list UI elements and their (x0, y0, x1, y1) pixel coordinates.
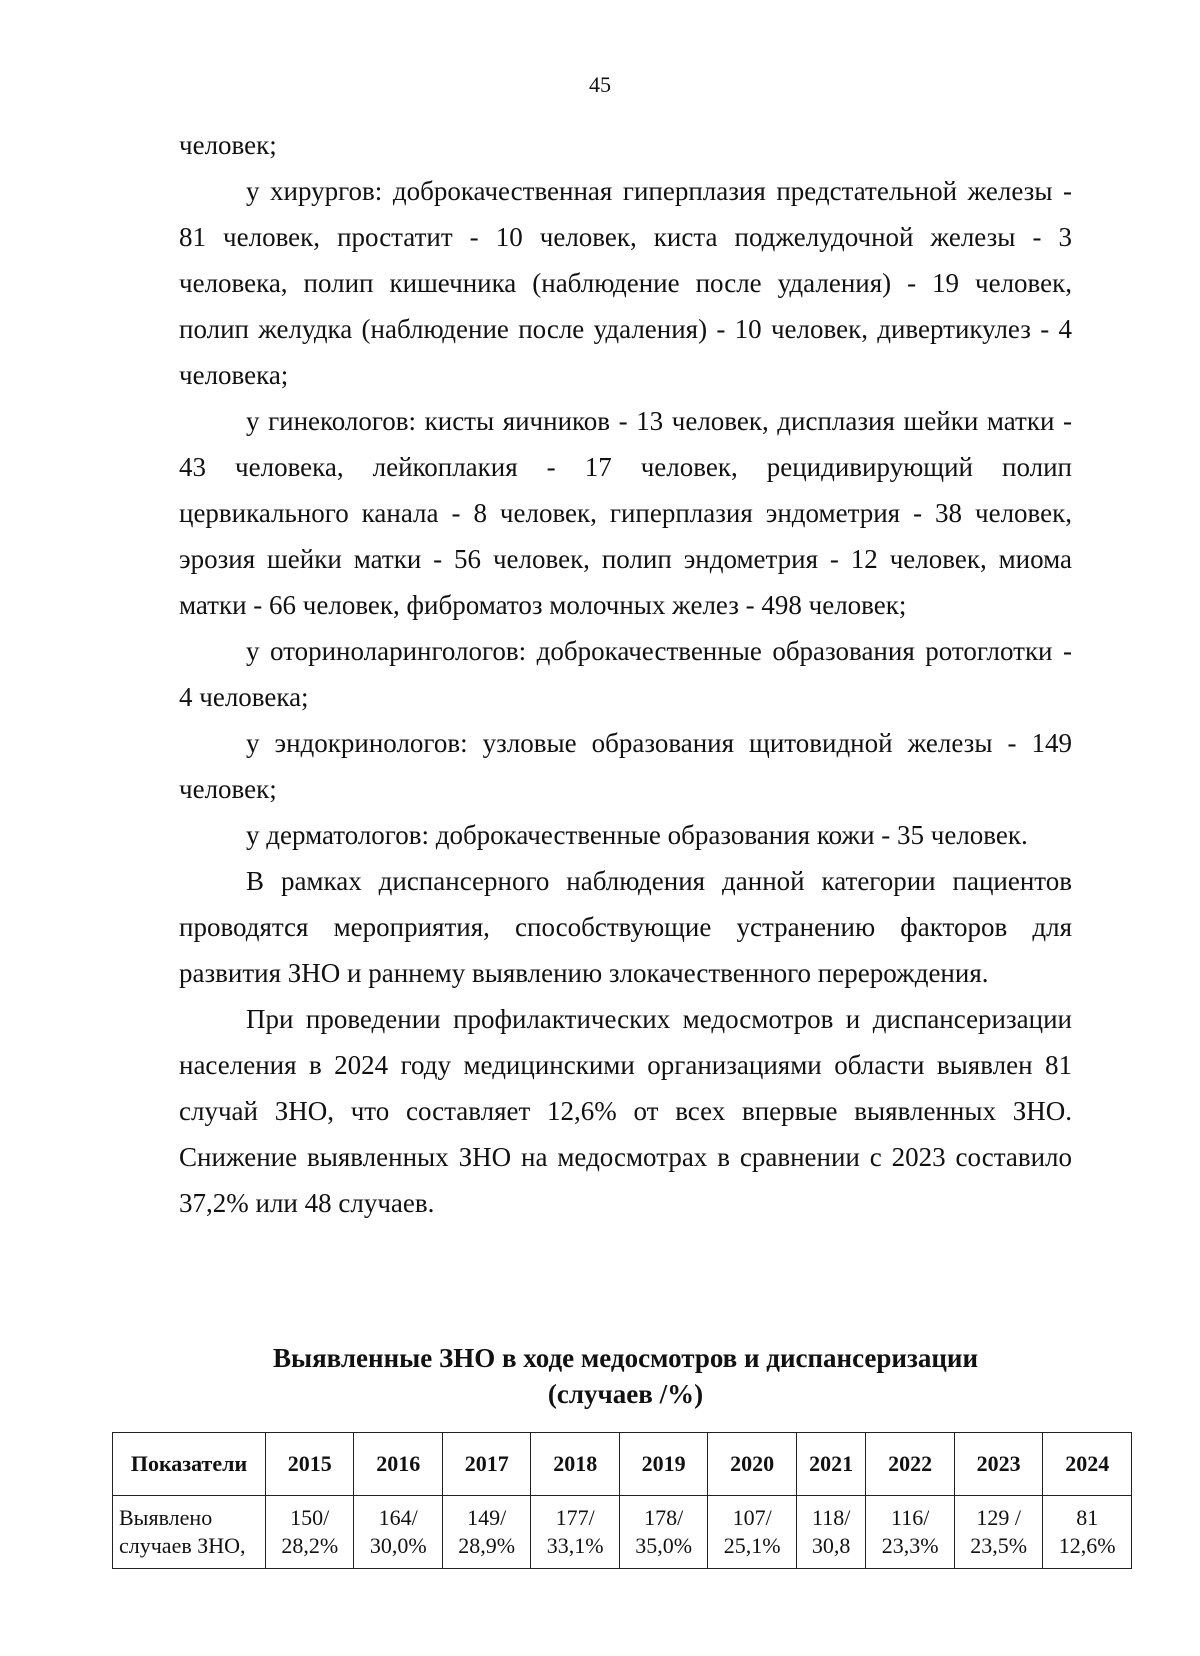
cell-count: 164/ (378, 1505, 418, 1530)
paragraph: у оториноларингологов: доброкачественные образования ротоглотки - 4 человека; (179, 636, 1072, 712)
cell-percent: 23,5% (970, 1533, 1028, 1558)
header-year: 2022 (866, 1433, 954, 1496)
cell-count: 178/ (644, 1505, 684, 1530)
cell-percent: 33,1% (546, 1533, 604, 1558)
table-cell (866, 1496, 954, 1569)
cell-count: 149/ (467, 1505, 507, 1530)
row-label-line: Выявлено (119, 1505, 213, 1530)
paragraph: у эндокринологов: узловые образования щитовидной железы - 149 человек; (179, 728, 1072, 804)
paragraph: у хирургов: доброкачественная гиперплазия предстательной железы - 81 человек, простатит - 10 человек, киста поджелудочной железы - 3 человека, полип кишечника (наблюдение после удаления) - 19 человек, полип желудка (наблюдение после удаления) - 10 человек, дивертикулез - 4 человека; (179, 176, 1072, 390)
table-cell (619, 1496, 707, 1569)
cell-percent: 30,8 (811, 1533, 851, 1558)
table-cell (531, 1496, 619, 1569)
header-year: 2021 (796, 1433, 866, 1496)
body-text (179, 122, 1072, 1226)
table-header-row (113, 1433, 1132, 1496)
cell-percent: 23,3% (881, 1533, 939, 1558)
table-title-line1: Выявленные ЗНО в ходе медосмотров и диспансеризации (272, 1343, 979, 1373)
cell-count: 118/ (812, 1505, 851, 1530)
cell-percent: 25,1% (723, 1533, 781, 1558)
page-number: 45 (589, 72, 611, 97)
header-indicator: Показатели (113, 1433, 266, 1496)
table-row (113, 1496, 1132, 1569)
paragraph: человек; (179, 130, 277, 160)
header-year: 2019 (619, 1433, 707, 1496)
table-cell (266, 1496, 354, 1569)
cell-count: 129 / (976, 1505, 1021, 1530)
cell-count: 116/ (891, 1505, 930, 1530)
table-cell (1043, 1496, 1132, 1569)
cell-count: 177/ (555, 1505, 595, 1530)
cell-percent: 28,9% (458, 1533, 516, 1558)
header-year: 2020 (708, 1433, 796, 1496)
cell-count: 107/ (732, 1505, 772, 1530)
header-year: 2015 (266, 1433, 354, 1496)
header-year: 2024 (1043, 1433, 1132, 1496)
paragraph: у гинекологов: кисты яичников - 13 человек, дисплазия шейки матки - 43 человека, лейкоплакия - 17 человек, рецидивирующий полип цервикального канала - 8 человек, гиперплазия эндометрия - 38 человек, эрозия шейки матки - 56 человек, полип эндометрия - 12 человек, миома матки - 66 человек, фиброматоз молочных желез - 498 человек; (179, 406, 1072, 620)
table-title (179, 1340, 1072, 1412)
cell-percent: 30,0% (369, 1533, 427, 1558)
cell-percent: 35,0% (635, 1533, 693, 1558)
table-cell (442, 1496, 530, 1569)
cell-count: 81 (1076, 1505, 1099, 1530)
table-body (113, 1496, 1132, 1569)
table-cell (954, 1496, 1042, 1569)
table-cell (354, 1496, 442, 1569)
table-cell (796, 1496, 866, 1569)
header-year: 2018 (531, 1433, 619, 1496)
cell-percent: 28,2% (281, 1533, 339, 1558)
paragraph: При проведении профилактических медосмотров и диспансеризации населения в 2024 году медицинскими организациями области выявлен 81 случай ЗНО, что составляет 12,6% от всех впервые выявленных ЗНО. Снижение выявленных ЗНО на медосмотрах в сравнении с 2023 составило 37,2% или 48 случаев. (179, 1004, 1072, 1218)
row-label-line: случаев ЗНО, (119, 1533, 246, 1558)
header-year: 2016 (354, 1433, 442, 1496)
table-title-line2: (случаев /%) (547, 1379, 704, 1409)
cell-count: 150/ (290, 1505, 330, 1530)
header-year: 2017 (442, 1433, 530, 1496)
row-label (113, 1496, 266, 1569)
header-year: 2023 (954, 1433, 1042, 1496)
zno-table (112, 1432, 1132, 1569)
table-cell (708, 1496, 796, 1569)
paragraph: В рамках диспансерного наблюдения данной категории пациентов проводятся мероприятия, способствующие устранению факторов для развития ЗНО и раннему выявлению злокачественного перерождения. (179, 866, 1072, 988)
paragraph: у дерматологов: доброкачественные образования кожи - 35 человек. (246, 820, 1028, 850)
cell-percent: 12,6% (1058, 1533, 1116, 1558)
